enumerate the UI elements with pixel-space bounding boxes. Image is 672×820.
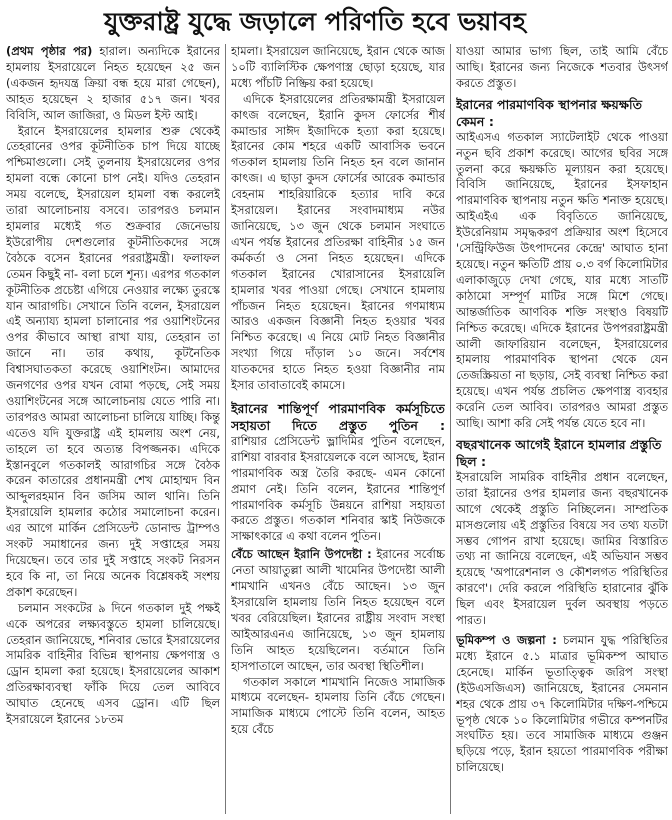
article-columns [4,44,668,818]
column-divider [450,44,451,814]
paragraph: চলমান সংকটের ৯ দিনে গতকাল দুই পক্ষই একে অপরের লক্ষ্যবস্তুতে হামলা চালিয়েছে। তেহরান জানিয়েছে, শনিবার ভোরে ইসরায়েলের সামরিক বাহিনীর বিভিন্ন স্থাপনায় ক্ষেপণাস্ত্র ও ড্রোন হামলা করা হয়েছে। ইসরায়েলের আকাশ প্রতিরক্ষাব্যবস্থা ফাঁকি দিয়ে তেল আবিবে আঘাত হেনেছে এসব ড্রোন। এটি ছিল ইসরায়েলে ইরানের ১৮তম [6,600,220,727]
section-heading: বছরখানেক আগেই ইরানে হামলার প্রস্তুতি ছিল : [456,436,662,469]
paragraph: বেঁচে আছেন ইরানি উপদেষ্টা : ইরানের সর্বোচ্চ নেতা আয়াতুল্লা আলী খামেনির উপদেষ্টা আলী শামখানি এখনও বেঁচে আছেন। ১৩ জুন ইসরায়েলি হামলায় তিনি নিহত হয়েছেন বলে খবর বেরিয়েছিল। ইরানের রাষ্ট্রীয় সংবাদ সংস্থা আইআরএনএ জানিয়েছে, ১৩ জুন হামলায় তিনি আহত হয়েছিলেন। বর্তমানে তিনি হাসপাতালে আছেন, তার অবস্থা স্থিতিশীল। [231,547,445,673]
paragraph: (প্রথম পৃষ্ঠার পর) হারাল। অন্যদিকে ইরানের হামলায় ইসরায়েলে নিহত হয়েছেন ২৫ জন (একজন হৃদযন্ত্র ক্রিয়া বন্ধ হয়ে মারা গেছেন), আহত হয়েছেন ২ হাজার ৫১৭ জন। খবর বিবিসি, আল জাজিরা, ও মিডল ইস্ট আই। [6,44,220,122]
section-heading: ইরানের শান্তিপূর্ণ পারমাণবিক কর্মসূচিতে সহায়তা দিতে প্রস্তুত পুতিন : [231,400,445,433]
column-divider [225,44,226,814]
headline: যুক্তরাষ্ট্র যুদ্ধে জড়ালে পরিণতি হবে ভয়াবহ [104,7,526,36]
paragraph: রাশিয়ার প্রেসিডেন্ট ভ্লাদিমির পুতিন বলেছেন, রাশিয়া বারবার ইসরায়েলকে বলে আসছে, ইরান পারমাণবিক অস্ত্র তৈরি করছে- এমন কোনো প্রমাণ নেই। তিনি বলেন, ইরানের শান্তিপূর্ণ পারমাণবিক কর্মসূচি উন্নয়নে রাশিয়া সহায়তা করতে প্রস্তুত। গতকাল শনিবার স্কাই নিউজকে সাক্ষাৎকারে এ কথা বলেন পুতিন। [231,433,445,544]
paragraph: ইরানে ইসরায়েলের হামলার শুরু থেকেই তেহরানের ওপর কূটনীতিক চাপ দিয়ে যাচ্ছে পশ্চিমাগুলো। সেই তুলনায় ইসরায়েলের ওপর হামলা বন্ধে কোনো চাপ নেই। যদিও তেহরান সময় বলেছে, ইসরায়েল হামলা বন্ধ করলেই তারা আলোচনায় বসবে। তারপরও চলমান হামলার মধ্যেই গত শুক্রবার জেনেভায় ইউরোপীয় দেশগুলোর কূটনীতিকদের সঙ্গে বৈঠকে বসেন ইরানের পররাষ্ট্রমন্ত্রী। ফলাফল তেমন কিছুই না- বলা চলে শূন্য। এরপর গতকাল কূটনীতিক প্রচেষ্টা এগিয়ে নেওয়ার লক্ষ্যে তুরস্কে যান আরাগচি। সেখানে তিনি বলেন, ইসরায়েল এই অন্যায্য হামলা চালানোর পর ওয়াশিংটনের ওপর কীভাবে আস্থা রাখা যায়, তেহরান তা জানে না। তার কথায়, কূটনৈতিক বিশ্বাসঘাতকতা করেছে ওয়াশিংটন। আমাদের জনগণের ওপর যখন বোমা পড়ছে, সেই সময় ওয়াশিংটনের সঙ্গে আলোচনায় যেতে পারি না। তারপরও আমরা আলোচনা চালিয়ে যাচ্ছি। কিন্তু এতেও যদি যুক্তরাষ্ট্র এই হামলায় অংশ নেয়, তাহলে তা হবে অত্যন্ত বিপজ্জনক। এদিকে ইস্তানবুলে গতকালই আরাগচির সঙ্গে বৈঠক করেন কাতারের প্রধানমন্ত্রী শেখ মোহাম্মদ বিন আব্দুলরহমান বিন জসিম আল থানি। তিনি ইসরায়েলি হামলার কঠোর সমালোচনা করেন। এর আগে মার্কিন প্রেসিডেন্ট ডোনাল্ড ট্রাম্পও সংকট সমাধানের জন্য দুই সপ্তাহের সময় দিয়েছেন। তবে তার দুই সপ্তাহে সংকট নিরসন হবে কি না, তা নিয়ে অনেক বিশ্লেষকই সংশয় প্রকাশ করেছেন। [6,123,220,599]
section-heading: বেঁচে আছেন ইরানি উপদেষ্টা : [231,547,372,562]
article-column-3 [456,44,668,818]
paragraph: যাওয়া আমার ভাগ্য ছিল, তাই আমি বেঁচে আছি। ইরানের জন্য নিজেকে শতবার উৎসর্গ করতে প্রস্তুত। [456,44,668,90]
paragraph: গতকাল সকালে শামখানি নিজেও সামাজিক মাধ্যমে বলেছেন- হামলায় তিনি বেঁচে গেছেন। সামাজিক মাধ্যমে পোস্টে তিনি বলেন, আহত হয়ে বেঁচে [231,674,445,737]
section-heading: ভূমিকম্প ও জল্পনা : [456,633,557,647]
paragraph: হামলা। ইসরায়েল জানিয়েছে, ইরান থেকে আজ ১০টি ব্যালিস্টিক ক্ষেপণাস্ত্র ছোড়া হয়েছে, যার মধ্যে পাঁচটি নিষ্ক্রিয় করা হয়েছে। [231,44,445,90]
paragraph: এদিকে ইসরায়েলের প্রতিরক্ষামন্ত্রী ইসরায়েল কাৎজ বলেছেন, ইরানি কুদস ফোর্সের শীর্ষ কমান্ডার সাঈদ ইজাদিকে হত্যা করা হয়েছে। ইরানের কোম শহরে একটি আবাসিক ভবনে গতকাল হামলায় তিনি নিহত হন বলে জানান কাৎজ। এ ছাড়া কুদস ফোর্সের আরেক কমান্ডার বেহনাম শাহরিয়ারিকে হত্যার দাবি করে ইসরায়েল। ইরানের সংবাদমাধ্যম নউর জানিয়েছে, ১৩ জুন থেকে চলমান সংঘাতে এখন পর্যন্ত ইরানের প্রতিরক্ষা বাহিনীর ১৫ জন কর্মকর্তা ও সেনা নিহত হয়েছেন। এদিকে গতকাল ইরানের খোরাসানের ইসরায়েলি হামলার খবর পাওয়া গেছে। সেখানে হামলায় পাঁচজন নিহত হয়েছেন। ইরানের গণমাধ্যম আরও একজন বিজ্ঞানী নিহত হওয়ার খবর নিশ্চিত করেছে। এ নিয়ে মোট নিহত বিজ্ঞানীর সংখ্যা গিয়ে দাঁড়াল ১০ জনে। সর্বশেষ যাতকদের হাতে নিহত হওয়া বিজ্ঞানীর নাম ইসার তাবাতাবেই কামসে। [231,91,445,393]
section-heading: ইরানের পারমাণবিক স্থাপনার ক্ষয়ক্ষতি কেমন : [456,96,643,129]
article-column-2 [231,44,445,818]
continuation-label: (প্রথম পৃষ্ঠার পর) [6,44,93,58]
article-column-1 [6,44,220,818]
paragraph: ইসরায়েলি সামরিক বাহিনীর প্রধান বলেছেন, তারা ইরানের ওপর হামলার জন্য বছরখানেক আগে থেকেই প্রস্তুতি নিচ্ছিলেন। সাম্প্রতিক মাসগুলোয় এই প্রস্তুতির বিষয়ে সব তথ্য যতটা সম্ভব গোপন রাখা হয়েছে। জামির বিস্তারিত তথ্য না জানিয়ে বলেছেন, এই অভিযান সম্ভব হয়েছে 'অপারেশনাল ও কৌশলগত পরিস্থিতির কারণে'। দেরি করলে পরিস্থিতি হারানোর ঝুঁকি ছিল এবং ইসরায়েল দুর্বল অবস্থায় পড়তে পারত। [456,469,668,628]
paragraph: ভূমিকম্প ও জল্পনা : চলমান যুদ্ধ পরিস্থিতির মধ্যে ইরানে ৫.১ মাত্রার ভূমিকম্প আঘাত হেনেছে। মার্কিন ভূতাত্ত্বিক জরিপ সংস্থা (ইউএসজিএস) জানিয়েছে, ইরানের সেমনান শহর থেকে প্রায় ৩৭ কিলোমিটার দক্ষিণ-পশ্চিমে ভূপৃষ্ঠ থেকে ১০ কিলোমিটার গভীরে কম্পনটির সংঘটিত হয়। তবে সামাজিক মাধ্যমে গুঞ্জন ছড়িয়ে পড়ে, ইরান হয়তো পারমাণবিক পরীক্ষা চালিয়েছে। [456,633,668,775]
paragraph: আইএসএ গতকাল স্যাটেলাইট থেকে পাওয়া নতুন ছবি প্রকাশ করেছে। আগের ছবির সঙ্গে তুলনা করে ক্ষয়ক্ষতি মূল্যায়ন করা হয়েছে। বিবিসি জানিয়েছে, ইরানের ইসফাহান পারমাণবিক স্থাপনায় নতুন ক্ষতি শনাক্ত হয়েছে। আইএইএ এক বিবৃতিতে জানিয়েছে, ইউরেনিয়াম সমৃদ্ধকরণ প্রক্রিয়ার অংশ হিসেবে 'সেন্ট্রিফিউজ উৎপাদনের কেন্দ্রে' আঘাত হানা হয়েছে। নতুন ক্ষতিটি প্রায় ০.৩ বর্গ কিলোমিটার এলাকাজুড়ে দেখা গেছে, যার মধ্যে সাতটি কাঠামো সম্পূর্ণ মাটির সঙ্গে মিশে গেছে। আন্তর্জাতিক আণবিক শক্তি সংস্থাও বিষয়টি নিশ্চিত করেছে। এদিকে ইরানের উপপররাষ্ট্রমন্ত্রী আলী জাফারিয়ান বলেছেন, ইসরায়েলের হামলায় পারমাণবিক স্থাপনা থেকে যেন তেজস্ক্রিয়তা না ছড়ায়, সেই ব্যবস্থা নিশ্চিত করা হয়েছে। এখন পর্যন্ত প্রচলিত ক্ষেপণাস্ত্র ব্যবহার করেনি তেল আবিব। তারপরও আমরা প্রস্তুত আছি। আশা করি সেই পর্যন্ত যেতে হবে না। [456,129,668,431]
